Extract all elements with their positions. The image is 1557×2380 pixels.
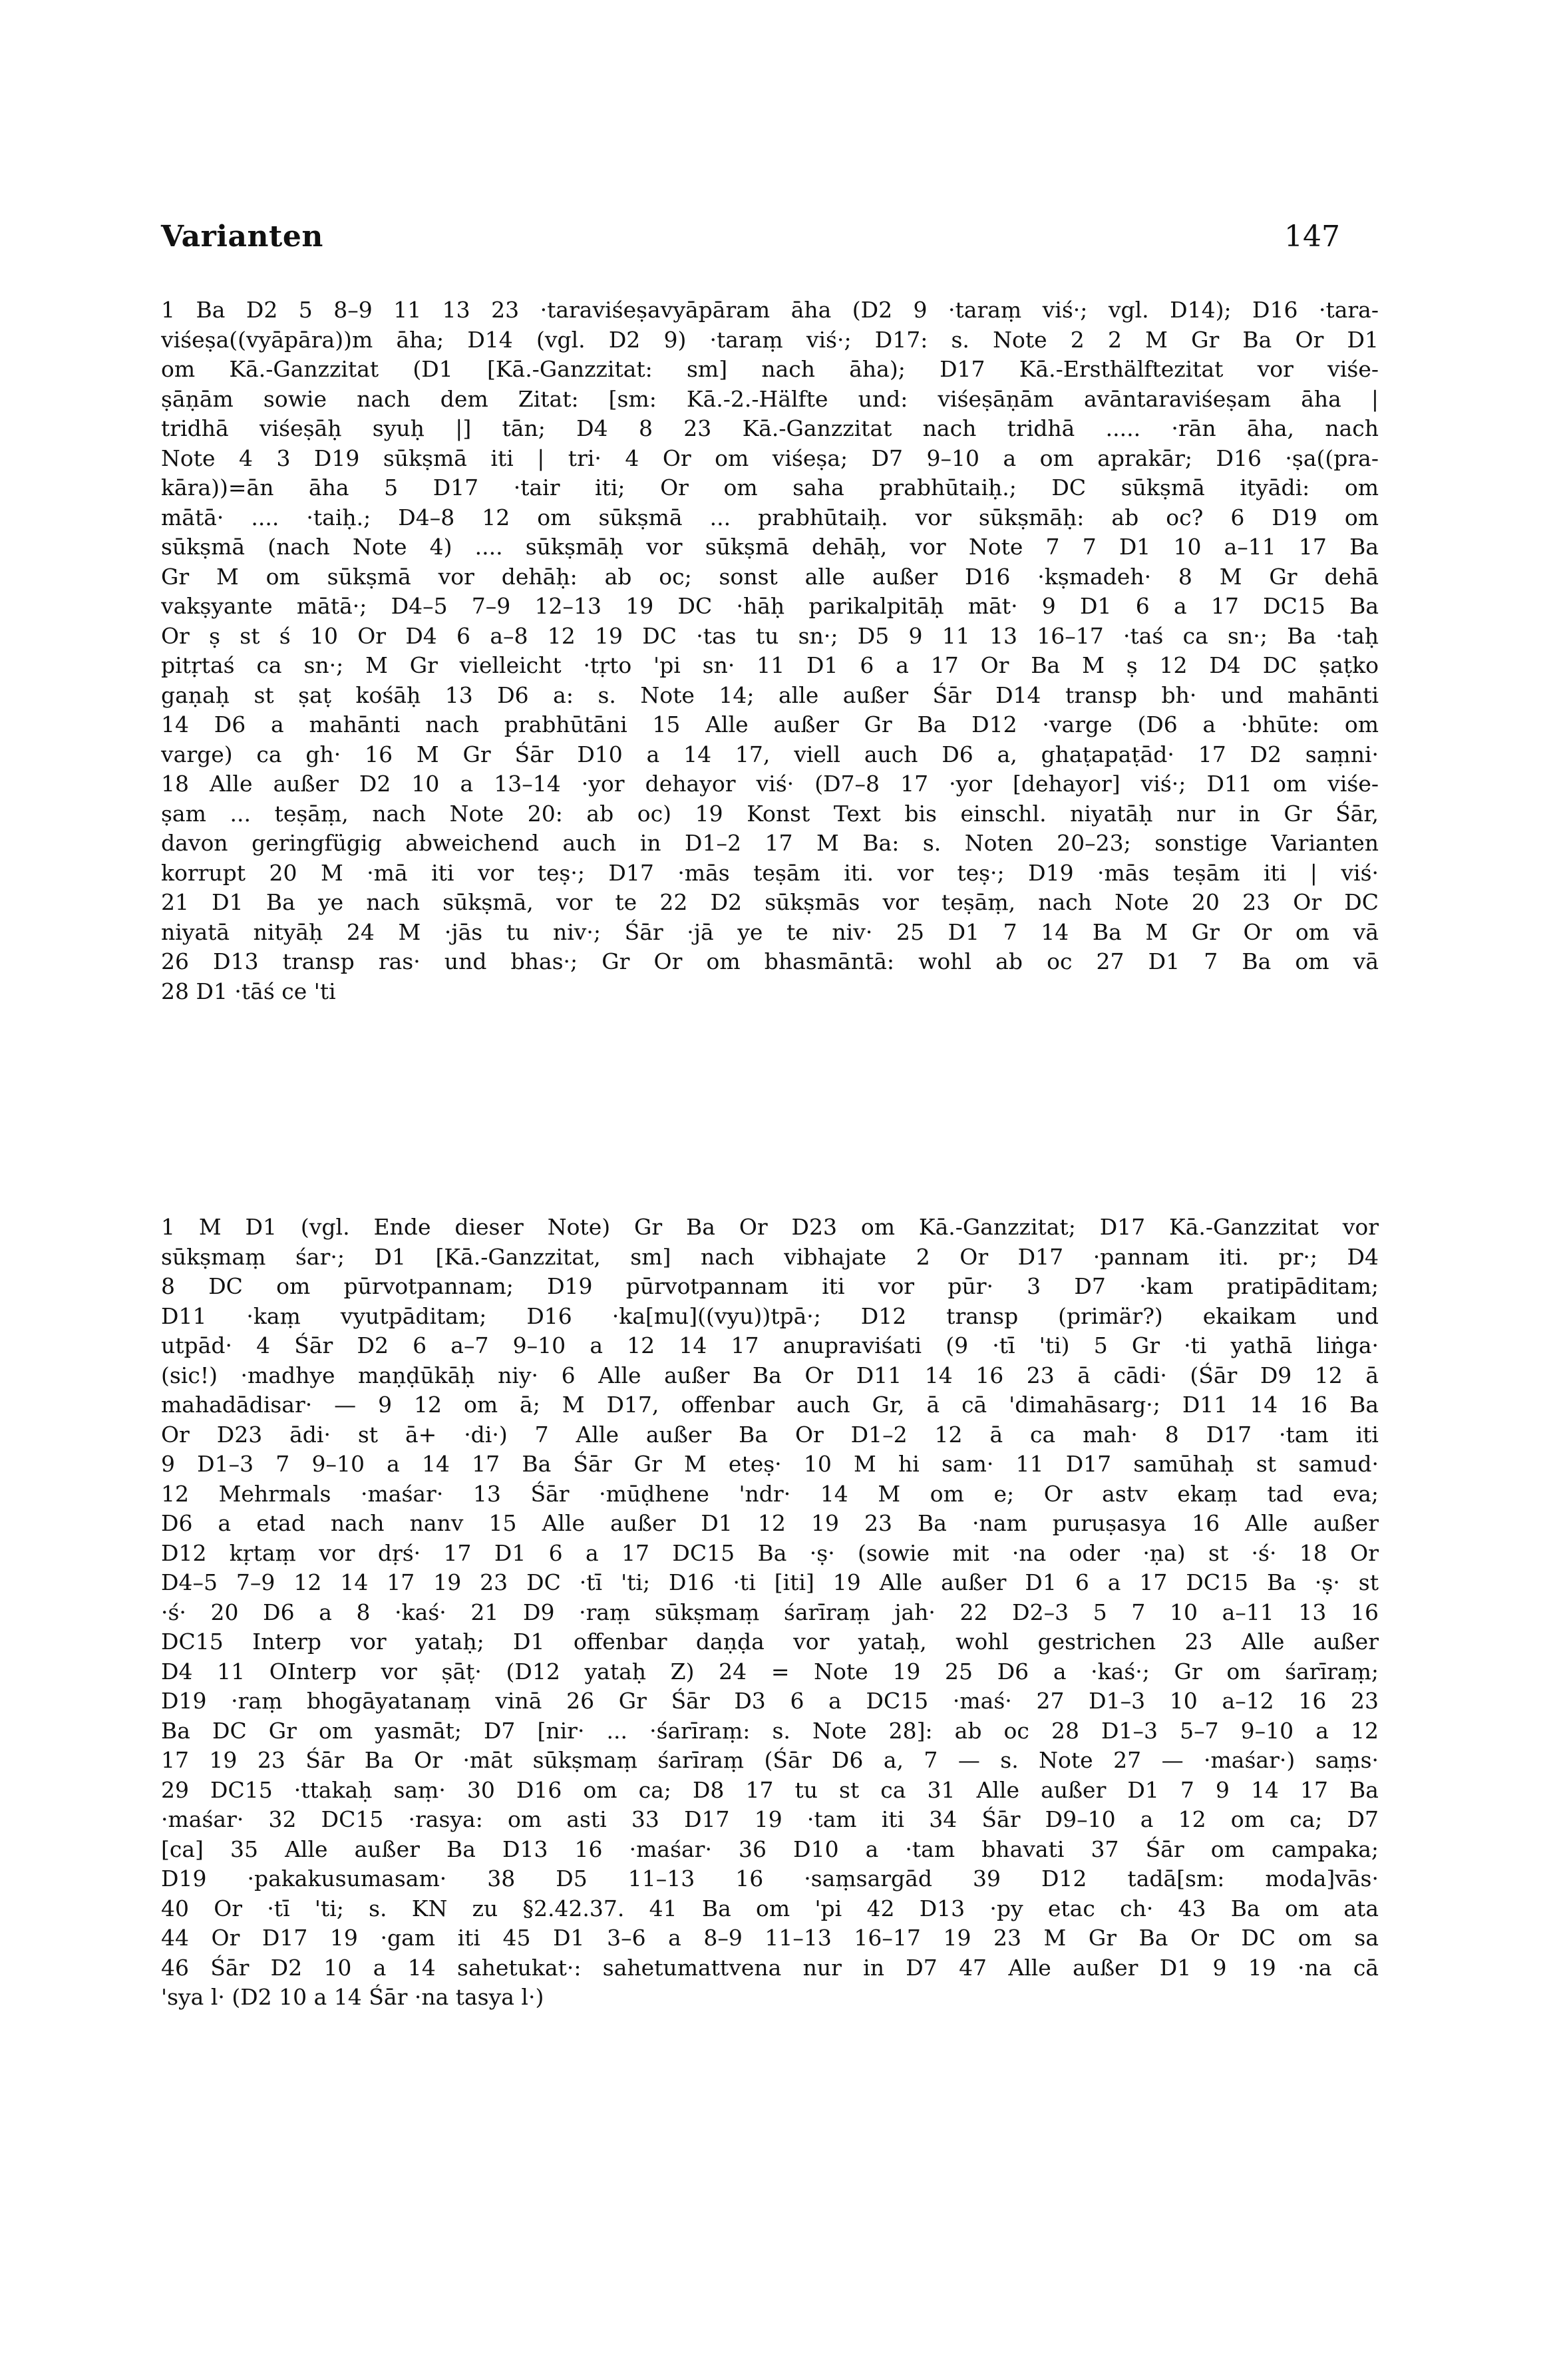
note-line: D4 11 OInterp vor ṣāṭ· (D12 yataḥ Z) 24 = Note 19 25 D6 a ·kaś·; Gr om śarīraṃ;	[161, 1658, 1379, 1685]
note-line: 9 D1–3 7 9–10 a 14 17 Ba Śār Gr M eteṣ· 10 M hi sam· 11 D17 samūhaḥ st samud·	[161, 1451, 1379, 1477]
note-line: om Kā.-Ganzzitat (D1 [Kā.-Ganzzitat: sm] nach āha); D17 Kā.-Ersthälftezitat vor viśe-	[161, 356, 1379, 382]
note-line: D11 ·kaṃ vyutpāditam; D16 ·ka[mu]((vyu))tpā·; D12 transp (primär?) ekaikam und	[161, 1302, 1379, 1329]
note-line: niyatā nityāḥ 24 M ·jās tu niv·; Śār ·jā ye te niv· 25 D1 7 14 Ba M Gr Or om vā	[161, 918, 1379, 945]
note-line: pitṛtaś ca sn·; M Gr vielleicht ·tṛto 'pi sn· 11 D1 6 a 17 Or Ba M ṣ 12 D4 DC ṣaṭko	[161, 652, 1379, 678]
note-line: 29 DC15 ·ttakaḥ saṃ· 30 D16 om ca; D8 17 tu st ca 31 Alle außer D1 7 9 14 17 Ba	[161, 1776, 1379, 1803]
note-line: mātā· .... ·taiḥ.; D4–8 12 om sūkṣmā ... prabhūtaiḥ. vor sūkṣmāḥ: ab oc? 6 D19 om	[161, 504, 1379, 530]
note-line: davon geringfügig abweichend auch in D1–2 17 M Ba: s. Noten 20–23; sonstige Varianten	[161, 830, 1379, 856]
note-line: D19 ·raṃ bhogāyatanaṃ vinā 26 Gr Śār D3 6 a DC15 ·maś· 27 D1–3 10 a–12 16 23	[161, 1688, 1379, 1714]
note-line: 18 Alle außer D2 10 a 13–14 ·yor dehayor viś· (D7–8 17 ·yor [dehayor] viś·; D11 om viśe-	[161, 771, 1379, 797]
note-line: ·ś· 20 D6 a 8 ·kaś· 21 D9 ·raṃ sūkṣmaṃ śarīraṃ jah· 22 D2–3 5 7 10 a–11 13 16	[161, 1599, 1379, 1625]
note-line: 28 D1 ·tāś ce 'ti	[161, 978, 336, 1004]
note-line: sūkṣmaṃ śar·; D1 [Kā.-Ganzzitat, sm] nach vibhajate 2 Or D17 ·pannam iti. pr·; D4	[161, 1243, 1379, 1270]
page-number: 147	[1284, 220, 1340, 254]
note-line: 12 Mehrmals ·maśar· 13 Śār ·mūḍhene 'ndr· 14 M om e; Or astv ekaṃ tad eva;	[161, 1480, 1379, 1507]
note-line: vakṣyante mātā·; D4–5 7–9 12–13 19 DC ·hāḥ parikalpitāḥ māt· 9 D1 6 a 17 DC15 Ba	[161, 593, 1379, 619]
note-line: D6 a etad nach nanv 15 Alle außer D1 12 19 23 Ba ·nam puruṣasya 16 Alle außer	[161, 1510, 1379, 1536]
note-line: sūkṣmā (nach Note 4) .... sūkṣmāḥ vor sūkṣmā dehāḥ, vor Note 7 7 D1 10 a–11 17 Ba	[161, 534, 1379, 560]
note-line: Or D23 ādi· st ā+ ·di·) 7 Alle außer Ba Or D1–2 12 ā ca mah· 8 D17 ·tam iti	[161, 1421, 1379, 1448]
note-line: ṣāṇām sowie nach dem Zitat: [sm: Kā.-2.-Hälfte und: viśeṣāṇām avāntaraviśeṣam āha |	[161, 385, 1379, 412]
note-line: tridhā viśeṣāḥ syuḥ |] tān; D4 8 23 Kā.-Ganzzitat nach tridhā ..... ·rān āha, nach	[161, 415, 1379, 441]
note-line: 1 M D1 (vgl. Ende dieser Note) Gr Ba Or D23 om Kā.-Ganzzitat; D17 Kā.-Ganzzitat vor	[161, 1214, 1379, 1240]
note-line: D4–5 7–9 12 14 17 19 23 DC ·tī 'ti; D16 ·ti [iti] 19 Alle außer D1 6 a 17 DC15 Ba ·ṣ· st	[161, 1569, 1379, 1595]
note-line: 40 Or ·tī 'ti; s. KN zu §2.42.37. 41 Ba om 'pi 42 D13 ·py etac ch· 43 Ba om ata	[161, 1895, 1379, 1921]
note-line: (sic!) ·madhye maṇḍūkāḥ niy· 6 Alle außer Ba Or D11 14 16 23 ā cādi· (Śār D9 12 ā	[161, 1362, 1379, 1388]
note-line: 21 D1 Ba ye nach sūkṣmā, vor te 22 D2 sūkṣmās vor teṣāṃ, nach Note 20 23 Or DC	[161, 889, 1379, 915]
note-line: D12 kṛtaṃ vor dṛś· 17 D1 6 a 17 DC15 Ba ·ṣ· (sowie mit ·na oder ·ṇa) st ·ś· 18 Or	[161, 1539, 1379, 1566]
note-line: ·maśar· 32 DC15 ·rasya: om asti 33 D17 19 ·tam iti 34 Śār D9–10 a 12 om ca; D7	[161, 1806, 1379, 1832]
note-line: varge) ca gh· 16 M Gr Śār D10 a 14 17, viell auch D6 a, ghaṭapaṭād· 17 D2 saṃni·	[161, 741, 1379, 767]
note-line: korrupt 20 M ·mā iti vor teṣ·; D17 ·mās teṣām iti. vor teṣ·; D19 ·mās teṣām iti | viś·	[161, 859, 1379, 886]
note-line: D19 ·pakakusumasam· 38 D5 11–13 16 ·saṃsargād 39 D12 tadā[sm: moda]vās·	[161, 1866, 1379, 1891]
note-line: 'sya l· (D2 10 a 14 Śār ·na tasya l·)	[161, 1984, 544, 2010]
note-line: gaṇaḥ st ṣaṭ kośāḥ 13 D6 a: s. Note 14; alle außer Śār D14 transp bh· und mahānti	[161, 682, 1379, 708]
running-title: Varianten	[161, 220, 323, 254]
note-line: Ba DC Gr om yasmāt; D7 [nir· ... ·śarīraṃ: s. Note 28]: ab oc 28 D1–3 5–7 9–10 a 12	[161, 1717, 1379, 1744]
note-line: Gr M om sūkṣmā vor dehāḥ: ab oc; sonst alle außer D16 ·kṣmadeh· 8 M Gr dehā	[161, 563, 1379, 590]
note-line: 44 Or D17 19 ·gam iti 45 D1 3–6 a 8–9 11–13 16–17 19 23 M Gr Ba Or DC om sa	[161, 1925, 1379, 1951]
note-line: Or ṣ st ś 10 Or D4 6 a–8 12 19 DC ·tas tu sn·; D5 9 11 13 16–17 ·taś ca sn·; Ba ·taḥ	[161, 622, 1379, 649]
note-line: 8 DC om pūrvotpannam; D19 pūrvotpannam iti vor pūr· 3 D7 ·kam pratipāditam;	[161, 1273, 1379, 1299]
note-line: [ca] 35 Alle außer Ba D13 16 ·maśar· 36 D10 a ·tam bhavati 37 Śār om campaka;	[161, 1836, 1379, 1862]
note-line: 1 Ba D2 5 8–9 11 13 23 ·taraviśeṣavyāpāram āha (D2 9 ·taraṃ viś·; vgl. D14); D16 ·tara-	[161, 297, 1379, 323]
note-line: mahadādisar· — 9 12 om ā; M D17, offenbar auch Gr, ā cā 'dimahāsarg·; D11 14 16 Ba	[161, 1392, 1379, 1418]
note-line: DC15 Interp vor yataḥ; D1 offenbar daṇḍa vor yataḥ, wohl gestrichen 23 Alle außer	[161, 1629, 1379, 1655]
variants-notes-block-2	[161, 1213, 1379, 2013]
note-line: ṣam ... teṣāṃ, nach Note 20: ab oc) 19 Konst Text bis einschl. niyatāḥ nur in Gr Śār,	[161, 800, 1379, 827]
note-line: kāra))=ān āha 5 D17 ·tair iti; Or om saha prabhūtaiḥ.; DC sūkṣmā ityādi: om	[161, 475, 1379, 500]
note-line: 17 19 23 Śār Ba Or ·māt sūkṣmaṃ śarīraṃ (Śār D6 a, 7 — s. Note 27 — ·maśar·) saṃs·	[161, 1747, 1379, 1773]
note-line: 14 D6 a mahānti nach prabhūtāni 15 Alle außer Gr Ba D12 ·varge (D6 a ·bhūte: om	[161, 711, 1379, 737]
variants-notes-block-1	[161, 296, 1379, 1006]
note-line: utpād· 4 Śār D2 6 a–7 9–10 a 12 14 17 anupraviśati (9 ·tī 'ti) 5 Gr ·ti yathā liṅga·	[161, 1332, 1379, 1358]
note-line: Note 4 3 D19 sūkṣmā iti | tri· 4 Or om viśeṣa; D7 9–10 a om aprakār; D16 ·ṣa((pra-	[161, 445, 1379, 471]
note-line: 26 D13 transp ras· und bhas·; Gr Or om bhasmāntā: wohl ab oc 27 D1 7 Ba om vā	[161, 948, 1379, 974]
note-line: 46 Śār D2 10 a 14 sahetukat·: sahetumattvena nur in D7 47 Alle außer D1 9 19 ·na cā	[161, 1954, 1379, 1981]
note-line: viśeṣa((vyāpāra))m āha; D14 (vgl. D2 9) ·taraṃ viś·; D17: s. Note 2 2 M Gr Ba Or D1	[161, 326, 1379, 353]
